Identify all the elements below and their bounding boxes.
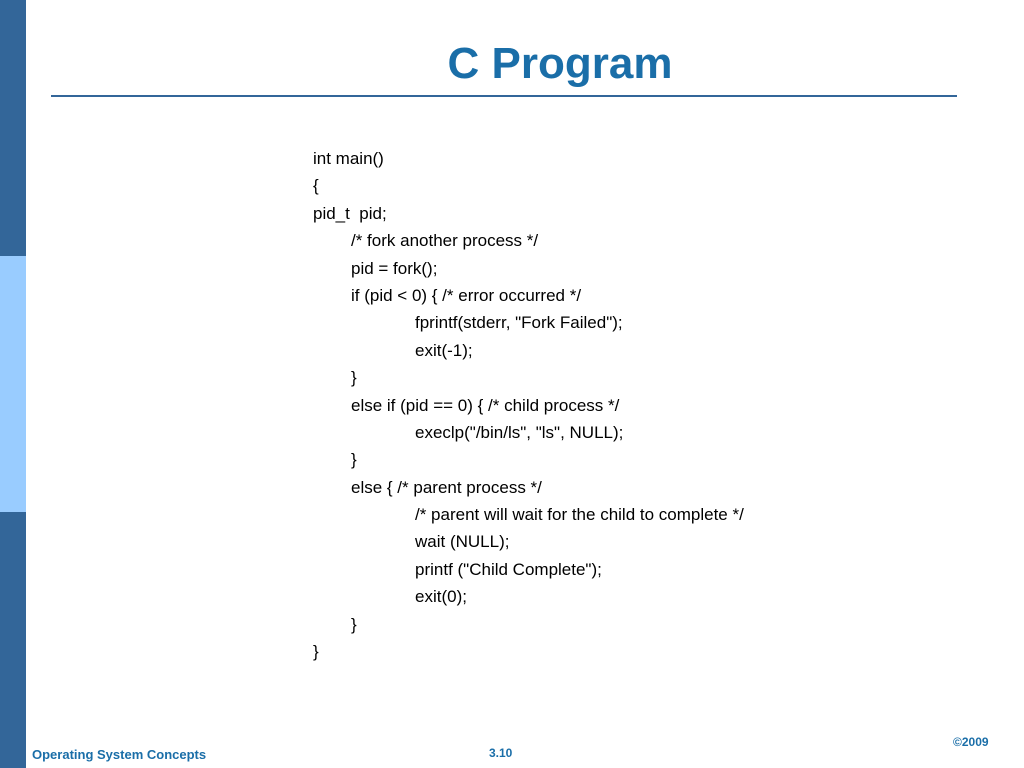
code-line: exit(-1); [415, 340, 473, 360]
code-line: printf ("Child Complete"); [415, 559, 602, 579]
code-line: pid_t pid; [313, 203, 387, 223]
accent-bar-top-segment [0, 0, 26, 256]
accent-bar-middle-segment [0, 256, 26, 512]
code-line: } [351, 450, 357, 470]
code-line: { [313, 176, 319, 196]
accent-bar-bottom-segment [0, 512, 26, 768]
code-line: /* parent will wait for the child to complete */ [415, 505, 744, 525]
code-line: if (pid < 0) { /* error occurred */ [351, 285, 582, 305]
left-accent-bar [0, 0, 26, 768]
slide-title: C Program [447, 39, 673, 88]
footer-page-number: 3.10 [489, 746, 513, 760]
code-line: /* fork another process */ [351, 231, 539, 251]
title-divider [51, 95, 957, 97]
code-line: int main() [313, 149, 384, 168]
code-listing [313, 145, 744, 665]
code-line: } [351, 368, 357, 388]
code-line: else if (pid == 0) { /* child process */ [351, 395, 620, 415]
code-line: wait (NULL); [415, 532, 510, 552]
code-line: fprintf(stderr, "Fork Failed"); [415, 313, 623, 333]
code-line: } [313, 642, 319, 662]
footer-copyright: ©2009 [953, 735, 989, 749]
code-line: } [351, 614, 357, 634]
footer-course-name: Operating System Concepts [32, 747, 207, 762]
code-line: else { /* parent process */ [351, 477, 542, 497]
code-line: execlp("/bin/ls", "ls", NULL); [415, 422, 624, 442]
code-line: pid = fork(); [351, 258, 438, 278]
code-line: exit(0); [415, 587, 467, 607]
